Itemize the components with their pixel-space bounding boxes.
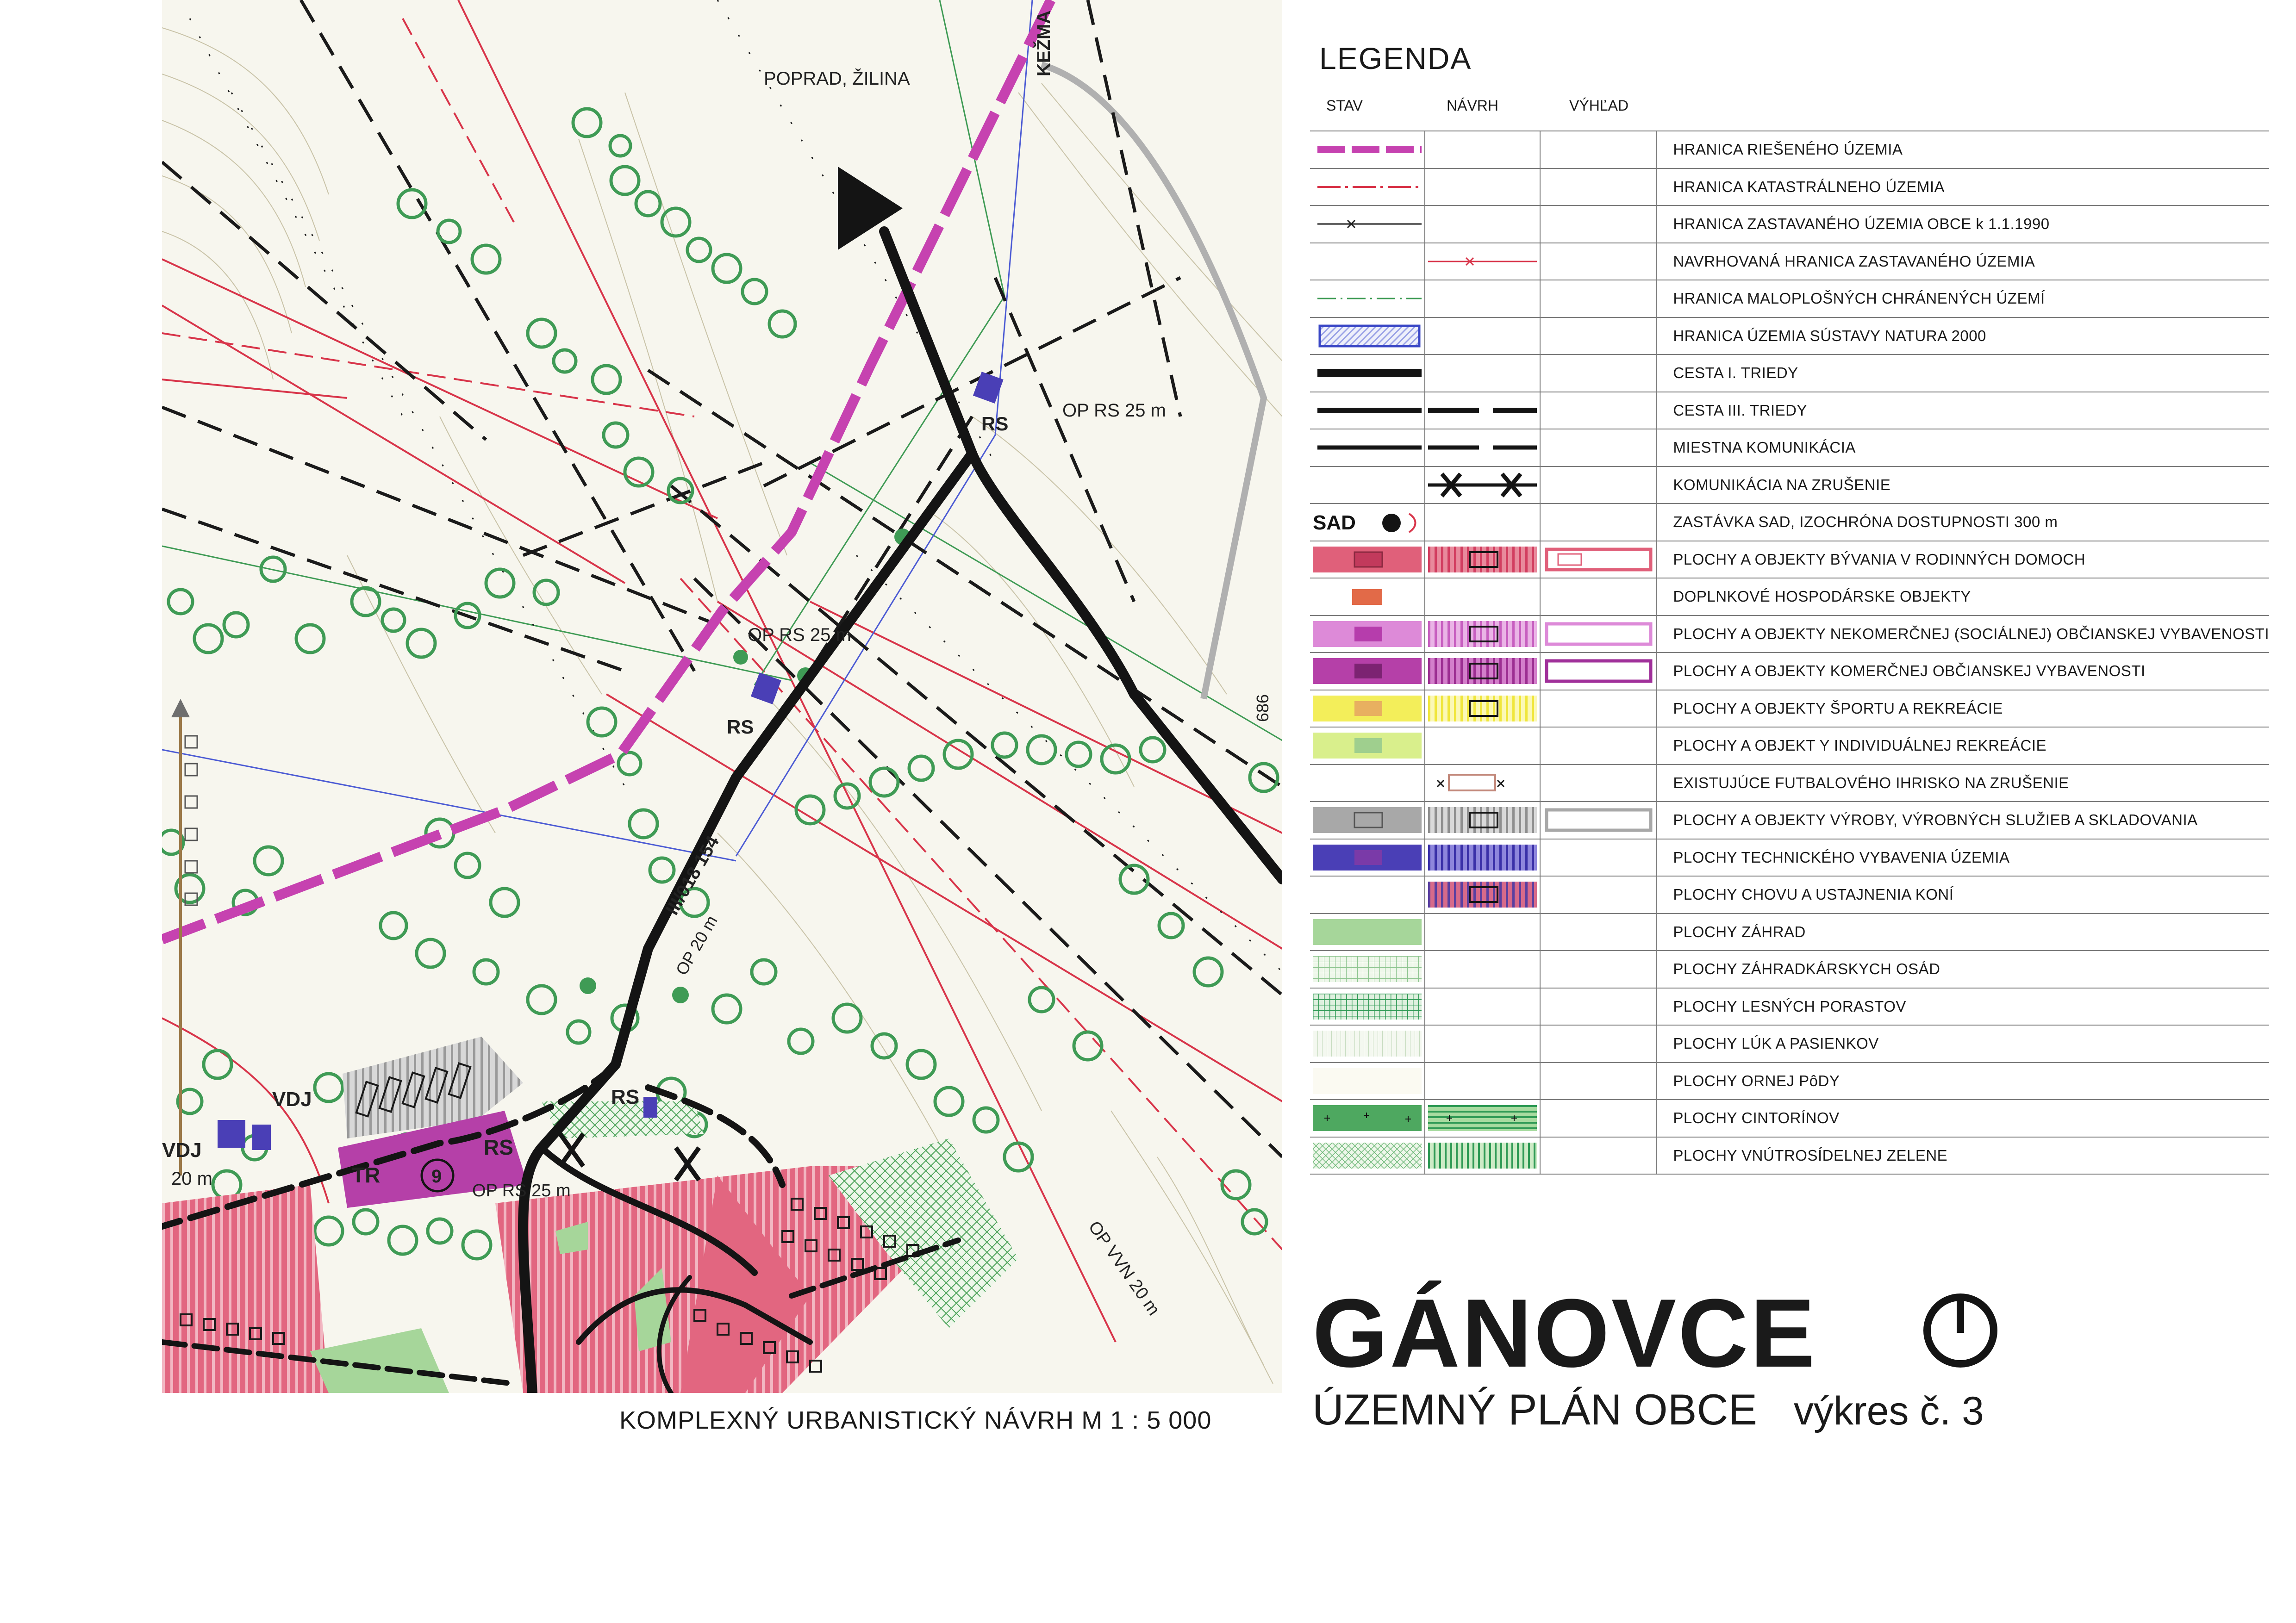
legend-swatch-vyhlad bbox=[1540, 243, 1657, 280]
legend-label: HRANICA RIEŠENÉHO ÚZEMIA bbox=[1657, 131, 2269, 168]
legend-swatch-vyhlad bbox=[1540, 914, 1657, 951]
legend-swatch-vyhlad bbox=[1540, 168, 1657, 206]
legend-swatch-stav bbox=[1310, 951, 1425, 988]
legend-row bbox=[1310, 243, 2269, 280]
legend-swatch-navrh bbox=[1425, 653, 1540, 690]
legend-label: HRANICA KATASTRÁLNEHO ÚZEMIA bbox=[1657, 168, 2269, 206]
legend-swatch-navrh bbox=[1425, 1100, 1540, 1137]
red-dashed-lines bbox=[162, 19, 1282, 1250]
legend-label: PLOCHY CHOVU A USTAJNENIA KONÍ bbox=[1657, 876, 2269, 914]
tree-symbols bbox=[162, 109, 1278, 1259]
legend-swatch-stav bbox=[1310, 1063, 1425, 1100]
legend-swatch-stav bbox=[1310, 205, 1425, 243]
legend-swatch-navrh bbox=[1425, 541, 1540, 578]
legend-label: PLOCHY ZÁHRADKÁRSKYCH OSÁD bbox=[1657, 951, 2269, 988]
label-rs-low: RS bbox=[484, 1135, 513, 1159]
legend-row bbox=[1310, 280, 2269, 317]
legend-label: PLOCHY TECHNICKÉHO VYBAVENIA ÚZEMIA bbox=[1657, 839, 2269, 877]
legend-label: PLOCHY ORNEJ PôDY bbox=[1657, 1063, 2269, 1100]
legend-row bbox=[1310, 317, 2269, 355]
label-op-vvn: OP VVN 20 m bbox=[1084, 1218, 1164, 1319]
legend-swatch-stav bbox=[1310, 280, 1425, 317]
legend-label: PLOCHY A OBJEKTY KOMERČNEJ OBČIANSKEJ VYBAVENOSTI bbox=[1657, 653, 2269, 690]
legend-row bbox=[1310, 1100, 2269, 1137]
legend-swatch-vyhlad bbox=[1540, 317, 1657, 355]
legend-label: PLOCHY A OBJEKTY BÝVANIA V RODINNÝCH DOMOCH bbox=[1657, 541, 2269, 578]
label-tr: TR bbox=[352, 1163, 381, 1187]
legend-swatch-navrh bbox=[1425, 1025, 1540, 1063]
legend-swatch-stav bbox=[1310, 466, 1425, 504]
legend-swatch-vyhlad bbox=[1540, 504, 1657, 541]
legend-swatch-vyhlad bbox=[1540, 205, 1657, 243]
legend-swatch-navrh bbox=[1425, 690, 1540, 728]
legend-swatch-stav bbox=[1310, 876, 1425, 914]
legend-swatch-navrh bbox=[1425, 876, 1540, 914]
legend-swatch-stav bbox=[1310, 131, 1425, 168]
label-rs-mid: RS bbox=[727, 716, 754, 738]
small-boxes-left bbox=[185, 736, 197, 905]
legend-label: HRANICA ZASTAVANÉHO ÚZEMIA OBCE k 1.1.1990 bbox=[1657, 205, 2269, 243]
direction-arrow bbox=[838, 167, 903, 250]
legend-swatch-stav bbox=[1310, 690, 1425, 728]
legend-label: MIESTNA KOMUNIKÁCIA bbox=[1657, 429, 2269, 466]
legend-label: ZASTÁVKA SAD, IZOCHRÓNA DOSTUPNOSTI 300 m bbox=[1657, 504, 2269, 541]
label-nine: 9 bbox=[431, 1166, 442, 1187]
legend-swatch-vyhlad bbox=[1540, 131, 1657, 168]
legend-swatch-stav bbox=[1310, 392, 1425, 429]
legend-swatch-stav bbox=[1310, 541, 1425, 578]
legend-row bbox=[1310, 988, 2269, 1026]
legend-swatch-stav bbox=[1310, 317, 1425, 355]
label-20m: 20 m bbox=[171, 1169, 212, 1189]
legend-row bbox=[1310, 839, 2269, 877]
legend-swatch-vyhlad bbox=[1540, 541, 1657, 578]
legend-label: DOPLNKOVÉ HOSPODÁRSKE OBJEKTY bbox=[1657, 578, 2269, 616]
map-canvas bbox=[162, 0, 1282, 1393]
brown-line-arrow bbox=[171, 699, 190, 717]
legend-swatch-stav bbox=[1310, 578, 1425, 616]
legend-swatch-navrh bbox=[1425, 951, 1540, 988]
power-lines bbox=[162, 0, 1282, 1157]
legend-swatch-vyhlad bbox=[1540, 616, 1657, 653]
legend-row bbox=[1310, 1137, 2269, 1175]
legend-row bbox=[1310, 354, 2269, 392]
legend-swatch-vyhlad bbox=[1540, 951, 1657, 988]
legend-swatch-vyhlad bbox=[1540, 1100, 1657, 1137]
label-vdj-left2: VDJ bbox=[162, 1139, 202, 1162]
legend-swatch-stav bbox=[1310, 914, 1425, 951]
legend-swatch-vyhlad bbox=[1540, 1025, 1657, 1063]
label-rs-top: RS bbox=[981, 413, 1009, 435]
legend-row bbox=[1310, 1025, 2269, 1063]
legend-row bbox=[1310, 578, 2269, 616]
legend-label: PLOCHY ZÁHRAD bbox=[1657, 914, 2269, 951]
red-lines bbox=[162, 0, 1282, 1342]
legend-label: HRANICA MALOPLOŠNÝCH CHRÁNENÝCH ÚZEMÍ bbox=[1657, 280, 2269, 317]
legend-row bbox=[1310, 205, 2269, 243]
legend-row bbox=[1310, 951, 2269, 988]
legend-swatch-stav bbox=[1310, 802, 1425, 839]
legend-row bbox=[1310, 131, 2269, 168]
label-rs-low2: RS bbox=[611, 1086, 640, 1108]
legend-row bbox=[1310, 914, 2269, 951]
legend-swatch-navrh bbox=[1425, 616, 1540, 653]
legend-swatch-navrh bbox=[1425, 504, 1540, 541]
legend-swatch-stav bbox=[1310, 839, 1425, 877]
legend-swatch-navrh bbox=[1425, 466, 1540, 504]
legend-swatch-navrh bbox=[1425, 317, 1540, 355]
legend-swatch-vyhlad bbox=[1540, 280, 1657, 317]
legend-swatch-navrh bbox=[1425, 429, 1540, 466]
legend-swatch-stav bbox=[1310, 1137, 1425, 1175]
legend-swatch-navrh bbox=[1425, 205, 1540, 243]
legend-swatch-navrh bbox=[1425, 839, 1540, 877]
label-op-rs-low: OP RS 25 m bbox=[472, 1181, 571, 1200]
legend-row bbox=[1310, 653, 2269, 690]
legend-row bbox=[1310, 466, 2269, 504]
column-head-vyhlad: VÝHĽAD bbox=[1569, 97, 1629, 114]
legend-swatch-vyhlad bbox=[1540, 988, 1657, 1026]
legend-swatch-vyhlad bbox=[1540, 653, 1657, 690]
legend-swatch-navrh bbox=[1425, 578, 1540, 616]
legend-label: CESTA I. TRIEDY bbox=[1657, 354, 2269, 392]
legend-label: KOMUNIKÁCIA NA ZRUŠENIE bbox=[1657, 466, 2269, 504]
legend-swatch-stav bbox=[1310, 168, 1425, 206]
label-vdj-left: VDJ bbox=[272, 1088, 312, 1111]
legend-label: PLOCHY A OBJEKTY NEKOMERČNEJ (SOCIÁLNEJ) OBČIANSKEJ VYBAVENOSTI bbox=[1657, 616, 2269, 653]
legend-swatch-stav bbox=[1310, 429, 1425, 466]
column-head-navrh: NÁVRH bbox=[1447, 97, 1499, 114]
label-op-rs-mid: OP RS 25 m bbox=[748, 625, 851, 645]
legend-swatch-vyhlad bbox=[1540, 690, 1657, 728]
legend-swatch-vyhlad bbox=[1540, 578, 1657, 616]
label-op-rs-top: OP RS 25 m bbox=[1062, 400, 1166, 421]
legend-panel bbox=[1310, 0, 2273, 1203]
legend-row bbox=[1310, 392, 2269, 429]
legend-swatch-stav bbox=[1310, 1100, 1425, 1137]
legend-label: PLOCHY A OBJEKTY ŠPORTU A REKREÁCIE bbox=[1657, 690, 2269, 728]
sheet-number: výkres č. 3 bbox=[1794, 1389, 1984, 1433]
legend-row bbox=[1310, 765, 2269, 802]
legend-label: PLOCHY LESNÝCH PORASTOV bbox=[1657, 988, 2269, 1026]
legend-label: NAVRHOVANÁ HRANICA ZASTAVANÉHO ÚZEMIA bbox=[1657, 243, 2269, 280]
legend-row bbox=[1310, 1063, 2269, 1100]
legend-label: HRANICA ÚZEMIA SÚSTAVY NATURA 2000 bbox=[1657, 317, 2269, 355]
map-area[interactable] bbox=[162, 0, 1282, 1393]
legend-row bbox=[1310, 876, 2269, 914]
legend-swatch-navrh bbox=[1425, 392, 1540, 429]
legend-label: CESTA III. TRIEDY bbox=[1657, 392, 2269, 429]
legend-row bbox=[1310, 504, 2269, 541]
legend-swatch-vyhlad bbox=[1540, 727, 1657, 765]
legend-swatch-vyhlad bbox=[1540, 839, 1657, 877]
field-tick-lines bbox=[190, 0, 1282, 972]
municipality-name: GÁNOVCE bbox=[1312, 1279, 1817, 1387]
legend-swatch-navrh bbox=[1425, 802, 1540, 839]
scale-caption: KOMPLEXNÝ URBANISTICKÝ NÁVRH M 1 : 5 000 bbox=[619, 1406, 1212, 1434]
legend-swatch-navrh bbox=[1425, 765, 1540, 802]
legend-row bbox=[1310, 616, 2269, 653]
legend-label: PLOCHY A OBJEKT Y INDIVIDUÁLNEJ REKREÁCIE bbox=[1657, 727, 2269, 765]
label-road-top: KEŽMA bbox=[1034, 10, 1054, 76]
legend-swatch-stav bbox=[1310, 988, 1425, 1026]
legend-row bbox=[1310, 690, 2269, 728]
legend-label: PLOCHY LÚK A PASIENKOV bbox=[1657, 1025, 2269, 1063]
legend-swatch-vyhlad bbox=[1540, 429, 1657, 466]
legend-swatch-stav bbox=[1310, 653, 1425, 690]
legend-swatch-stav bbox=[1310, 1025, 1425, 1063]
legend-row bbox=[1310, 802, 2269, 839]
label-road-number: III/018 154 bbox=[661, 832, 724, 919]
legend-label: EXISTUJÚCE FUTBALOVÉHO IHRISKO NA ZRUŠENIE bbox=[1657, 765, 2269, 802]
legend-row bbox=[1310, 429, 2269, 466]
legend-label: PLOCHY A OBJEKTY VÝROBY, VÝROBNÝCH SLUŽIEB A SKLADOVANIA bbox=[1657, 802, 2269, 839]
legend-swatch-navrh bbox=[1425, 354, 1540, 392]
legend-swatch-stav bbox=[1310, 243, 1425, 280]
sad-symbol-label: SAD bbox=[1313, 511, 1356, 535]
legend-swatch-navrh bbox=[1425, 1137, 1540, 1175]
legend-swatch-stav bbox=[1310, 354, 1425, 392]
label-contour-686: 686 bbox=[1253, 694, 1272, 722]
legend-row bbox=[1310, 727, 2269, 765]
legend-swatch-vyhlad bbox=[1540, 765, 1657, 802]
legend-swatch-stav bbox=[1310, 616, 1425, 653]
legend-swatch-stav bbox=[1310, 504, 1425, 541]
legend-swatch-navrh bbox=[1425, 727, 1540, 765]
label-op-20: OP 20 m bbox=[672, 912, 721, 978]
legend-swatch-navrh bbox=[1425, 280, 1540, 317]
label-direction: POPRAD, ŽILINA bbox=[764, 68, 910, 89]
legend-swatch-vyhlad bbox=[1540, 392, 1657, 429]
legend-row bbox=[1310, 541, 2269, 578]
plan-title: ÚZEMNÝ PLÁN OBCE bbox=[1312, 1385, 1758, 1434]
blue-lines bbox=[162, 0, 1032, 861]
legend-swatch-navrh bbox=[1425, 1063, 1540, 1100]
legend-swatch-vyhlad bbox=[1540, 354, 1657, 392]
legend-swatch-navrh bbox=[1425, 131, 1540, 168]
legend-title: LEGENDA bbox=[1319, 41, 1472, 75]
legend-swatch-navrh bbox=[1425, 988, 1540, 1026]
legend-label: PLOCHY CINTORÍNOV bbox=[1657, 1100, 2269, 1137]
north-arrow-icon bbox=[1921, 1291, 2000, 1370]
legend-swatch-vyhlad bbox=[1540, 876, 1657, 914]
legend-label: PLOCHY VNÚTROSÍDELNEJ ZELENE bbox=[1657, 1137, 2269, 1175]
legend-swatch-stav bbox=[1310, 727, 1425, 765]
legend-swatch-navrh bbox=[1425, 914, 1540, 951]
legend-row bbox=[1310, 168, 2269, 206]
legend-swatch-stav bbox=[1310, 765, 1425, 802]
legend-swatch-vyhlad bbox=[1540, 1137, 1657, 1175]
legend-swatch-vyhlad bbox=[1540, 802, 1657, 839]
column-head-stav: STAV bbox=[1326, 97, 1363, 114]
legend-swatch-vyhlad bbox=[1540, 466, 1657, 504]
legend-swatch-navrh bbox=[1425, 243, 1540, 280]
legend-swatch-vyhlad bbox=[1540, 1063, 1657, 1100]
legend-swatch-navrh bbox=[1425, 168, 1540, 206]
legend-table bbox=[1310, 131, 2269, 1175]
